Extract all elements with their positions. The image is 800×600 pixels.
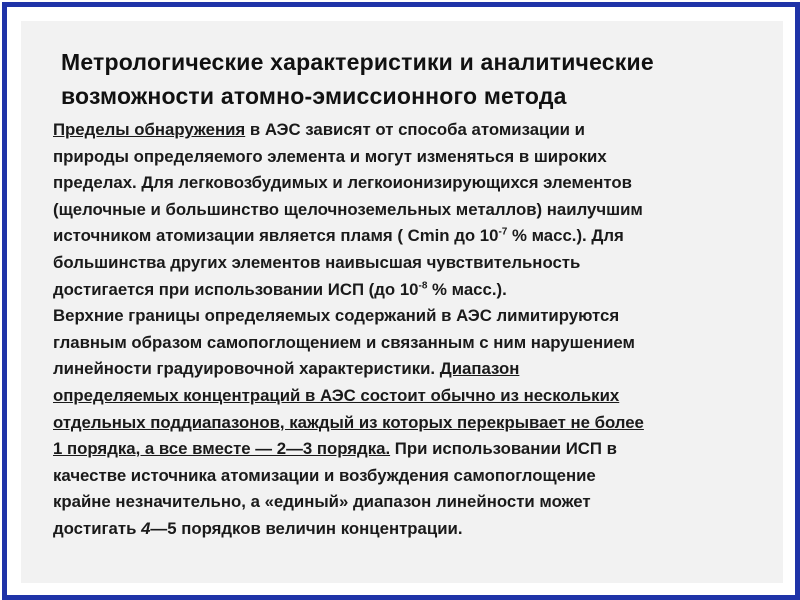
body-line: (щелочные и большинство щелочноземельных металлов) наилучшим: [53, 199, 643, 219]
text-span: % масс.). Для: [507, 226, 624, 246]
text-span: % масс.).: [427, 279, 507, 299]
body-line: [53, 356, 773, 383]
slide: [21, 21, 783, 583]
body-line: [53, 223, 773, 250]
slide-frame: [2, 2, 800, 600]
body-line: пределах. Для легковозбудимых и легкоионизирующихся элементов: [53, 173, 632, 193]
title-line-1: Метрологические характеристики и аналитические: [61, 49, 654, 75]
text-span: —5 порядков величин концентрации.: [150, 518, 463, 538]
italic-text: 4: [141, 518, 151, 538]
text-span: При использовании ИСП в: [390, 439, 617, 459]
title-line-2: возможности атомно-эмиссионного метода: [61, 83, 567, 109]
body-line: определяемых концентраций в АЭС состоит обычно из нескольких: [53, 385, 620, 405]
text-span: достигать: [53, 518, 142, 538]
body-line: большинства других элементов наивысшая чувствительность: [53, 252, 581, 272]
body-line: [53, 436, 773, 463]
body-line: главным образом самопоглощением и связанным с ним нарушением: [53, 332, 635, 352]
text-span: достигается при использовании ИСП (до 10: [53, 279, 419, 299]
superscript: -7: [498, 226, 508, 238]
text-span: в АЭС зависят от способа атомизации и: [245, 120, 585, 139]
body-line: [53, 516, 773, 543]
body-line: природы определяемого элемента и могут изменяться в широких: [53, 146, 607, 166]
body-line: качестве источника атомизации и возбуждения самопоглощение: [53, 465, 596, 485]
underlined-text: 1 порядка, а все вместе — 2—3 порядка.: [53, 439, 391, 459]
body-line: отдельных поддиапазонов, каждый из которых перекрывает не более: [53, 412, 644, 432]
body-line: крайне незначительно, а «единый» диапазон линейности может: [53, 492, 591, 512]
underlined-text: Диапазон: [439, 359, 520, 379]
body-line: Верхние границы определяемых содержаний в АЭС лимитируются: [53, 306, 620, 326]
slide-title: [61, 45, 761, 113]
slide-body-text: [53, 117, 773, 543]
text-span: линейности градуировочной характеристики.: [53, 359, 440, 379]
body-line: [53, 117, 773, 144]
term-detection-limits: Пределы обнаружения: [53, 120, 246, 139]
body-line: [53, 277, 773, 304]
text-span: источником атомизации является пламя ( Cmin до 10: [53, 226, 499, 246]
superscript: -8: [418, 279, 428, 291]
